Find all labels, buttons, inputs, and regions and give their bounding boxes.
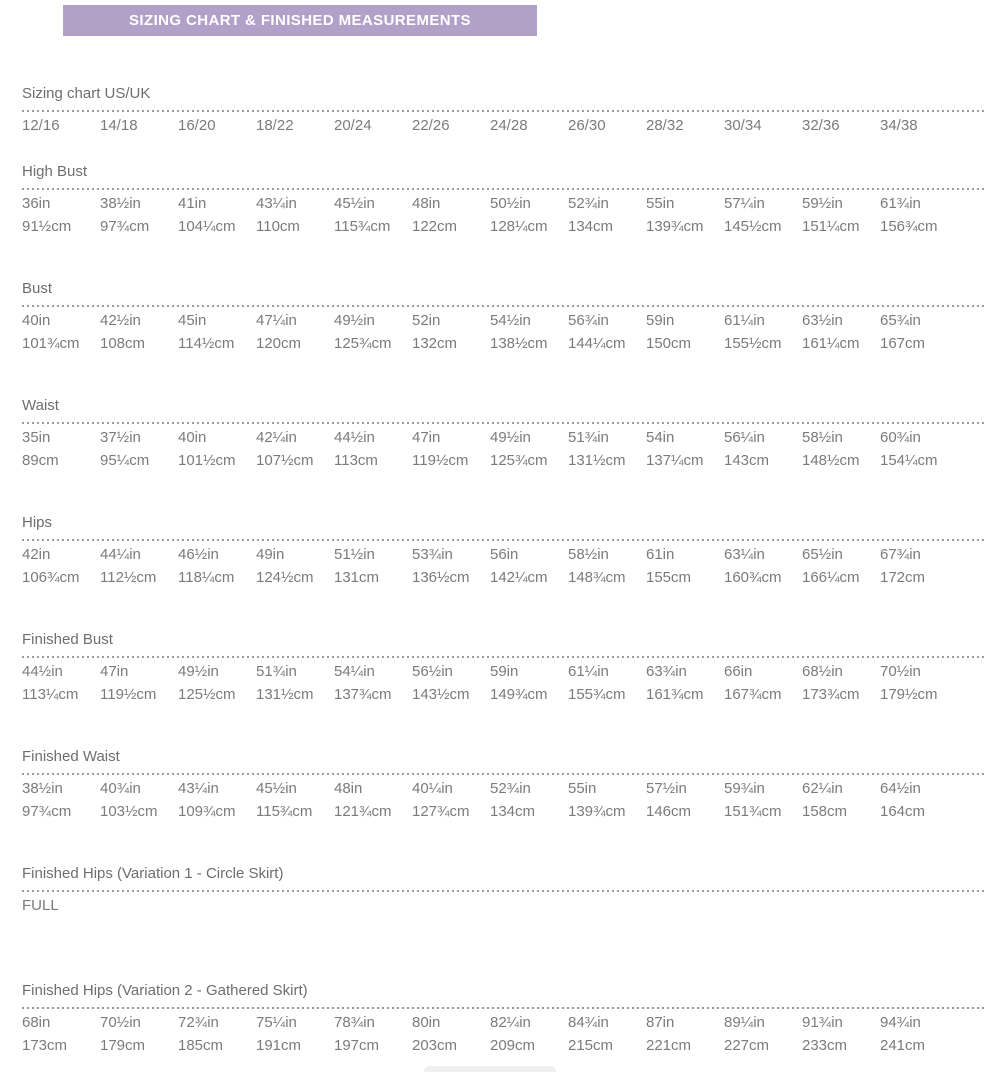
- measurement-value: 55in: [568, 780, 597, 797]
- measurement-value: 134cm: [490, 803, 536, 820]
- measurement-value: 191cm: [256, 1037, 302, 1054]
- measurement-value: 161¼cm: [802, 335, 860, 352]
- measurement-value: 59¾in: [724, 780, 765, 797]
- measurement-value: 114½cm: [178, 335, 235, 352]
- sizing-sections: [22, 84, 985, 1072]
- section-label: Hips: [22, 514, 53, 531]
- measurement-value: 28/32: [646, 117, 684, 134]
- measurement-value: 50½in: [490, 195, 531, 212]
- dotted-divider: [22, 305, 985, 307]
- measurement-value: 66in: [724, 663, 753, 680]
- measurement-value: 148¾cm: [568, 569, 626, 586]
- measurement-value: 154¼cm: [880, 452, 938, 469]
- measurement-value: 65¾in: [880, 312, 921, 329]
- measurement-value: 37½in: [100, 429, 141, 446]
- measurement-value: 179½cm: [880, 686, 938, 703]
- measurement-value: 48in: [334, 780, 363, 797]
- measurement-value: 151¾cm: [724, 803, 782, 820]
- measurement-value: 59½in: [802, 195, 843, 212]
- measurement-value: 137¾cm: [334, 686, 392, 703]
- measurement-value: 136½cm: [412, 569, 470, 586]
- section-label: Sizing chart US/UK: [22, 85, 151, 102]
- section: [22, 396, 985, 472]
- measurement-value: 113cm: [334, 452, 378, 469]
- section-label: Finished Hips (Variation 1 - Circle Skirt): [22, 865, 284, 882]
- measurement-value: 112½cm: [100, 569, 157, 586]
- measurement-value: 127¾cm: [412, 803, 470, 820]
- measurement-value: 44½in: [334, 429, 375, 446]
- measurement-value: 142¼cm: [490, 569, 548, 586]
- measurement-value: 45½in: [334, 195, 375, 212]
- measurement-value: 30/34: [724, 117, 762, 134]
- measurement-value: 89¼in: [724, 1014, 765, 1031]
- measurement-value: 64½in: [880, 780, 921, 797]
- measurement-value: 56in: [490, 546, 519, 563]
- section-label: High Bust: [22, 163, 88, 180]
- measurement-value: 167cm: [880, 335, 926, 352]
- measurement-value: 48in: [412, 195, 441, 212]
- section-label: Waist: [22, 397, 59, 414]
- dotted-divider: [22, 890, 985, 892]
- measurement-value: 156¾cm: [880, 218, 938, 235]
- measurement-value: 155¾cm: [568, 686, 626, 703]
- measurement-value: 44¼in: [100, 546, 141, 563]
- measurement-row: [22, 332, 985, 355]
- measurement-row: [22, 1034, 985, 1057]
- measurement-value: 115¾cm: [256, 803, 313, 820]
- measurement-value: 59in: [646, 312, 675, 329]
- measurement-value: 61¾in: [880, 195, 921, 212]
- dotted-divider: [22, 539, 985, 541]
- measurement-value: 18/22: [256, 117, 294, 134]
- measurement-value: 62¼in: [802, 780, 843, 797]
- measurement-value: 103½cm: [100, 803, 158, 820]
- measurement-value: FULL: [22, 897, 59, 914]
- section: [22, 981, 985, 1057]
- measurement-value: 40in: [22, 312, 51, 329]
- measurement-value: 65½in: [802, 546, 843, 563]
- measurement-value: 49½in: [178, 663, 219, 680]
- measurement-value: 78¾in: [334, 1014, 375, 1031]
- measurement-value: 54½in: [490, 312, 531, 329]
- measurement-value: 131cm: [334, 569, 380, 586]
- measurement-value: 34/38: [880, 117, 918, 134]
- measurement-row: [22, 426, 985, 449]
- measurement-value: 26/30: [568, 117, 606, 134]
- measurement-value: 104¼cm: [178, 218, 236, 235]
- measurement-value: 70½in: [100, 1014, 141, 1031]
- measurement-value: 150cm: [646, 335, 692, 352]
- measurement-value: 110cm: [256, 218, 300, 235]
- measurement-value: 45½in: [256, 780, 297, 797]
- measurement-value: 101¾cm: [22, 335, 80, 352]
- measurement-value: 61in: [646, 546, 675, 563]
- dotted-divider: [22, 422, 985, 424]
- measurement-row: [22, 215, 985, 238]
- measurement-value: 161¾cm: [646, 686, 704, 703]
- measurement-value: 109¾cm: [178, 803, 236, 820]
- partial-bottom-fragment: [424, 1066, 556, 1072]
- measurement-value: 57¼in: [724, 195, 765, 212]
- measurement-value: 137¼cm: [646, 452, 704, 469]
- measurement-value: 70½in: [880, 663, 921, 680]
- measurement-value: 164cm: [880, 803, 926, 820]
- measurement-value: 44½in: [22, 663, 63, 680]
- measurement-value: 47¼in: [256, 312, 297, 329]
- measurement-value: 51¾in: [256, 663, 297, 680]
- measurement-value: 80in: [412, 1014, 441, 1031]
- measurement-value: 49½in: [490, 429, 531, 446]
- measurement-value: 56½in: [412, 663, 453, 680]
- measurement-value: 95¼cm: [100, 452, 150, 469]
- section: [22, 513, 985, 589]
- measurement-value: 36in: [22, 195, 51, 212]
- measurement-value: 52in: [412, 312, 441, 329]
- measurement-value: 52¾in: [490, 780, 531, 797]
- dotted-divider: [22, 773, 985, 775]
- measurement-value: 51¾in: [568, 429, 609, 446]
- measurement-value: 63¾in: [646, 663, 687, 680]
- measurement-value: 40¼in: [412, 780, 453, 797]
- measurement-value: 151¼cm: [802, 218, 860, 235]
- measurement-value: 139¾cm: [568, 803, 626, 820]
- measurement-value: 49½in: [334, 312, 375, 329]
- measurement-value: 91¾in: [802, 1014, 843, 1031]
- measurement-row: [22, 800, 985, 823]
- measurement-value: 144¼cm: [568, 335, 626, 352]
- measurement-value: 148½cm: [802, 452, 860, 469]
- measurement-row: [22, 683, 985, 706]
- measurement-value: 119½cm: [412, 452, 469, 469]
- measurement-value: 22/26: [412, 117, 450, 134]
- measurement-value: 155½cm: [724, 335, 782, 352]
- measurement-value: 143cm: [724, 452, 770, 469]
- measurement-value: 158cm: [802, 803, 848, 820]
- measurement-value: 47in: [100, 663, 129, 680]
- measurement-value: 179cm: [100, 1037, 146, 1054]
- measurement-value: 54in: [646, 429, 675, 446]
- measurement-value: 131½cm: [256, 686, 314, 703]
- section: [22, 630, 985, 706]
- measurement-value: 121¾cm: [334, 803, 392, 820]
- measurement-value: 160¾cm: [724, 569, 782, 586]
- measurement-row: [22, 192, 985, 215]
- measurement-value: 57½in: [646, 780, 687, 797]
- measurement-value: 155cm: [646, 569, 692, 586]
- measurement-value: 119½cm: [100, 686, 157, 703]
- measurement-value: 61¼in: [568, 663, 609, 680]
- measurement-value: 91½cm: [22, 218, 72, 235]
- measurement-value: 113¼cm: [22, 686, 79, 703]
- measurement-value: 172cm: [880, 569, 926, 586]
- measurement-value: 55in: [646, 195, 675, 212]
- measurement-value: 60¾in: [880, 429, 921, 446]
- measurement-value: 52¾in: [568, 195, 609, 212]
- measurement-value: 84¾in: [568, 1014, 609, 1031]
- measurement-row: [22, 114, 985, 137]
- section: [22, 84, 985, 137]
- measurement-value: 40in: [178, 429, 207, 446]
- measurement-value: 59in: [490, 663, 519, 680]
- measurement-value: 134cm: [568, 218, 614, 235]
- measurement-value: 185cm: [178, 1037, 224, 1054]
- measurement-value: 122cm: [412, 218, 458, 235]
- measurement-value: 197cm: [334, 1037, 380, 1054]
- measurement-row: [22, 543, 985, 566]
- measurement-value: 106¾cm: [22, 569, 80, 586]
- measurement-value: 94¾in: [880, 1014, 921, 1031]
- measurement-value: 20/24: [334, 117, 372, 134]
- measurement-value: 14/18: [100, 117, 138, 134]
- dotted-divider: [22, 110, 985, 112]
- dotted-divider: [22, 188, 985, 190]
- measurement-value: 107½cm: [256, 452, 314, 469]
- measurement-value: 167¾cm: [724, 686, 782, 703]
- measurement-value: 24/28: [490, 117, 528, 134]
- measurement-value: 233cm: [802, 1037, 848, 1054]
- measurement-value: 97¾cm: [22, 803, 72, 820]
- measurement-value: 125½cm: [178, 686, 236, 703]
- measurement-value: 139¾cm: [646, 218, 704, 235]
- section-label: Bust: [22, 280, 53, 297]
- measurement-value: 143½cm: [412, 686, 470, 703]
- measurement-value: 145½cm: [724, 218, 782, 235]
- measurement-row: [22, 1011, 985, 1034]
- measurement-value: 101½cm: [178, 452, 236, 469]
- measurement-value: 56¼in: [724, 429, 765, 446]
- measurement-value: 203cm: [412, 1037, 458, 1054]
- measurement-value: 54¼in: [334, 663, 375, 680]
- measurement-value: 16/20: [178, 117, 216, 134]
- section: [22, 864, 985, 917]
- measurement-value: 221cm: [646, 1037, 692, 1054]
- section-label: Finished Bust: [22, 631, 113, 648]
- section: [22, 279, 985, 355]
- section: [22, 162, 985, 238]
- measurement-value: 68in: [22, 1014, 51, 1031]
- measurement-value: 41in: [178, 195, 207, 212]
- section-label: Finished Hips (Variation 2 - Gathered Skirt): [22, 982, 308, 999]
- measurement-value: 138½cm: [490, 335, 548, 352]
- measurement-value: 124½cm: [256, 569, 314, 586]
- measurement-value: 42½in: [100, 312, 141, 329]
- section: [22, 747, 985, 823]
- measurement-value: 166¼cm: [802, 569, 860, 586]
- measurement-value: 125¾cm: [490, 452, 548, 469]
- page-title: SIZING CHART & FINISHED MEASUREMENTS: [63, 5, 537, 36]
- measurement-value: 58½in: [802, 429, 843, 446]
- measurement-value: 227cm: [724, 1037, 770, 1054]
- dotted-divider: [22, 656, 985, 658]
- measurement-value: 42in: [22, 546, 51, 563]
- measurement-value: 38½in: [100, 195, 141, 212]
- measurement-row: [22, 660, 985, 683]
- measurement-value: 47in: [412, 429, 441, 446]
- measurement-value: 67¾in: [880, 546, 921, 563]
- measurement-value: 42¼in: [256, 429, 297, 446]
- measurement-value: 72¾in: [178, 1014, 219, 1031]
- measurement-value: 173cm: [22, 1037, 68, 1054]
- measurement-value: 89cm: [22, 452, 59, 469]
- measurement-value: 12/16: [22, 117, 60, 134]
- measurement-value: 68½in: [802, 663, 843, 680]
- measurement-value: 63¼in: [724, 546, 765, 563]
- measurement-value: 149¾cm: [490, 686, 548, 703]
- measurement-value: 82¼in: [490, 1014, 531, 1031]
- section-label: Finished Waist: [22, 748, 120, 765]
- measurement-value: 215cm: [568, 1037, 614, 1054]
- measurement-value: 32/36: [802, 117, 840, 134]
- measurement-row: [22, 309, 985, 332]
- measurement-value: 132cm: [412, 335, 458, 352]
- measurement-value: 173¾cm: [802, 686, 860, 703]
- measurement-row: [22, 566, 985, 589]
- measurement-value: 108cm: [100, 335, 146, 352]
- measurement-value: 146cm: [646, 803, 692, 820]
- measurement-value: 51½in: [334, 546, 375, 563]
- measurement-value: 45in: [178, 312, 207, 329]
- measurement-value: 58½in: [568, 546, 609, 563]
- measurement-value: 40¾in: [100, 780, 141, 797]
- dotted-divider: [22, 1007, 985, 1009]
- measurement-value: 209cm: [490, 1037, 536, 1054]
- measurement-row: [22, 777, 985, 800]
- measurement-value: 131½cm: [568, 452, 626, 469]
- measurement-row: [22, 449, 985, 472]
- measurement-value: 35in: [22, 429, 51, 446]
- measurement-value: 43¼in: [256, 195, 297, 212]
- measurement-value: 118¼cm: [178, 569, 235, 586]
- measurement-value: 125¾cm: [334, 335, 392, 352]
- measurement-value: 128¼cm: [490, 218, 548, 235]
- measurement-value: 115¾cm: [334, 218, 391, 235]
- measurement-value: 38½in: [22, 780, 63, 797]
- measurement-value: 75¼in: [256, 1014, 297, 1031]
- measurement-value: 49in: [256, 546, 285, 563]
- measurement-row: [22, 894, 985, 917]
- measurement-value: 241cm: [880, 1037, 926, 1054]
- measurement-value: 46½in: [178, 546, 219, 563]
- measurement-value: 63½in: [802, 312, 843, 329]
- measurement-value: 97¾cm: [100, 218, 150, 235]
- measurement-value: 53¾in: [412, 546, 453, 563]
- measurement-value: 43¼in: [178, 780, 219, 797]
- measurement-value: 120cm: [256, 335, 302, 352]
- measurement-value: 87in: [646, 1014, 675, 1031]
- measurement-value: 61¼in: [724, 312, 765, 329]
- measurement-value: 56¾in: [568, 312, 609, 329]
